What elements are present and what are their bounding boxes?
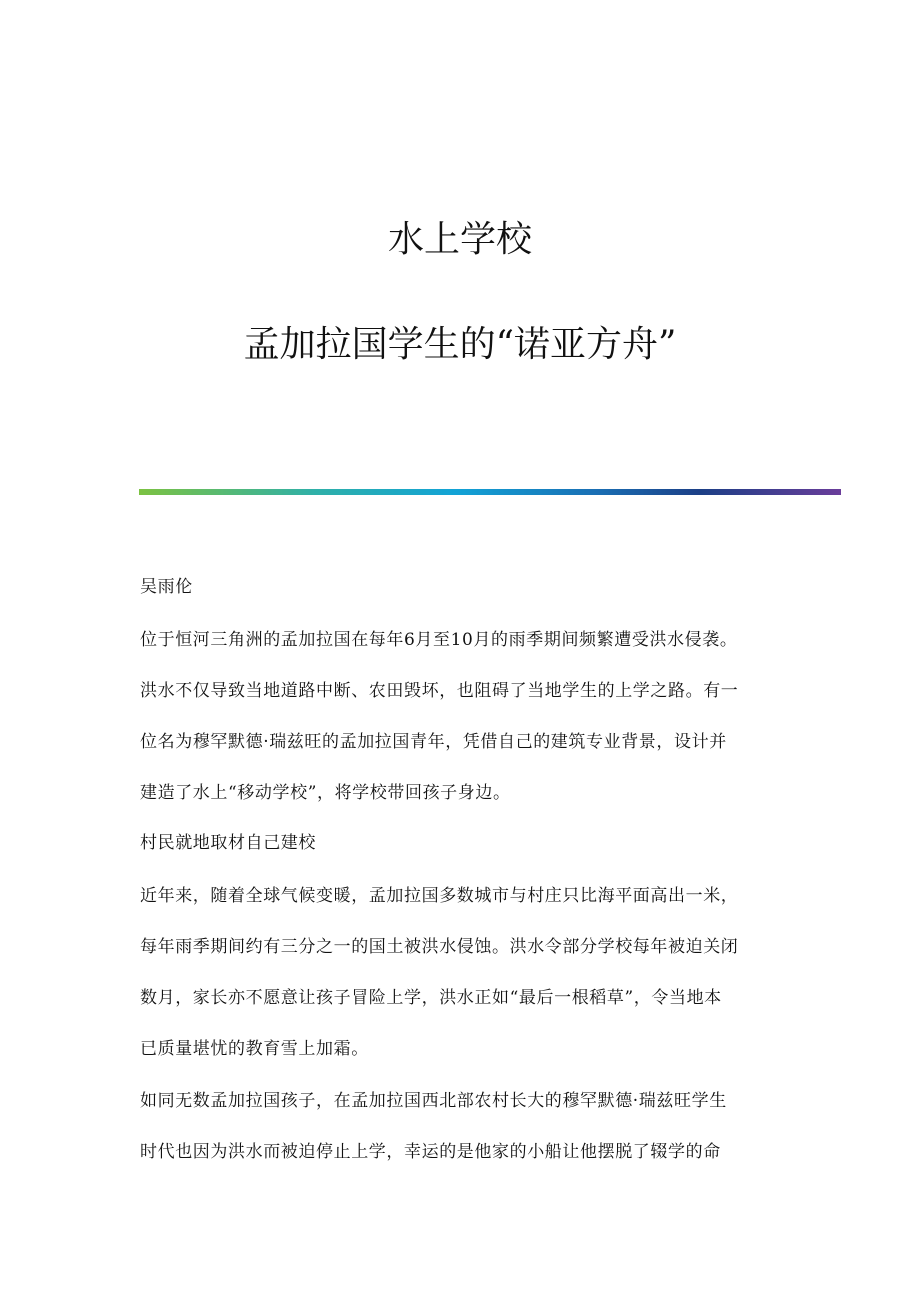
paragraph-line: 数月，家长亦不愿意让孩子冒险上学，洪水正如“最后一根稻草”，令当地本 <box>140 988 722 1008</box>
paragraph-line: 建造了水上“移动学校”，将学校带回孩子身边。 <box>140 783 511 803</box>
paragraph-line: 洪水不仅导致当地道路中断、农田毁坏，也阻碍了当地学生的上学之路。有一 <box>140 681 739 701</box>
gradient-divider <box>139 489 841 495</box>
paragraph-line: 位名为穆罕默德·瑞兹旺的孟加拉国青年，凭借自己的建筑专业背景，设计并 <box>140 732 727 752</box>
document-title: 水上学校 <box>387 219 532 260</box>
paragraph-line: 时代也因为洪水而被迫停止上学，幸运的是他家的小船让他摆脱了辍学的命 <box>140 1142 721 1162</box>
section-heading: 村民就地取材自己建校 <box>140 833 316 853</box>
paragraph-line: 已质量堪忧的教育雪上加霜。 <box>140 1039 369 1059</box>
paragraph-line: 位于恒河三角洲的孟加拉国在每年6月至10月的雨季期间频繁遭受洪水侵袭。 <box>140 630 738 650</box>
paragraph-line: 每年雨季期间约有三分之一的国土被洪水侵蚀。洪水令部分学校每年被迫关闭 <box>140 937 739 957</box>
paragraph-line: 近年来，随着全球气候变暖，孟加拉国多数城市与村庄只比海平面高出一米， <box>140 886 739 906</box>
author: 吴雨伦 <box>140 577 193 597</box>
document-subtitle: 孟加拉国学生的“诺亚方舟” <box>243 324 677 365</box>
paragraph-line: 如同无数孟加拉国孩子，在孟加拉国西北部农村长大的穆罕默德·瑞兹旺学生 <box>140 1091 727 1111</box>
